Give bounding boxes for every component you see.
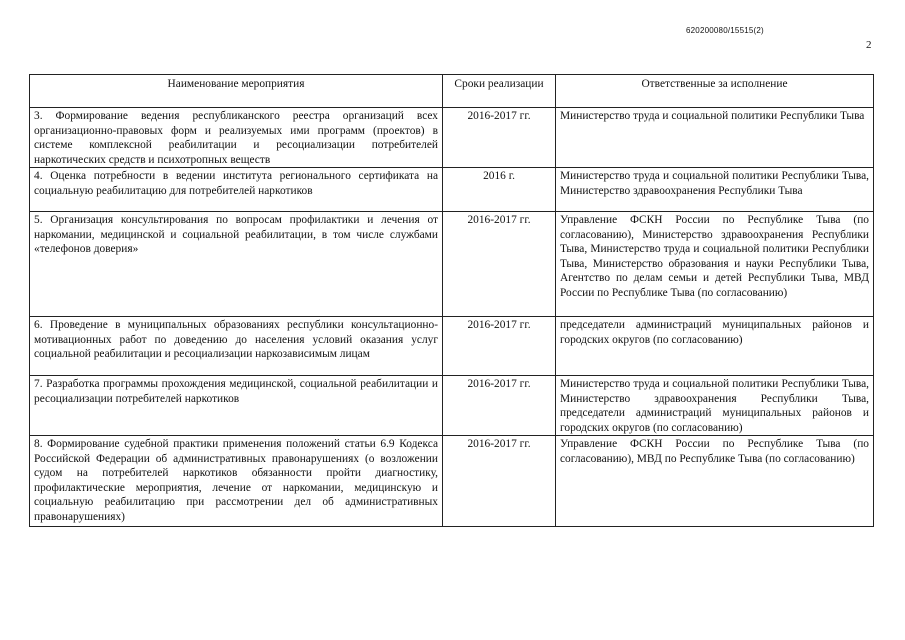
activity-cell: 7. Разработка программы прохождения медицинской, социальной реабилитации и ресоциализации потребителей наркотиков — [30, 376, 443, 436]
responsible-cell: Управление ФСКН России по Республике Тыва (по согласованию), Министерство здравоохранения Республики Тыва, Министерство труда и социальной политики Республики Тыва, Министерство образования и науки Республики Тыва, Агентство по делам семьи и детей Республики Тыва, МВД России по Республике Тыва (по согласованию) — [556, 212, 874, 317]
table-row — [30, 168, 874, 212]
term-cell: 2016-2017 гг. — [443, 317, 556, 376]
table-row — [30, 376, 874, 436]
responsible-cell: Управление ФСКН России по Республике Тыва (по согласованию), МВД по Республике Тыва (по согласованию) — [556, 436, 874, 527]
responsible-cell: Министерство труда и социальной политики Республики Тыва, Министерство здравоохранения Республики Тыва — [556, 168, 874, 212]
term-cell: 2016-2017 гг. — [443, 108, 556, 168]
term-cell: 2016-2017 гг. — [443, 212, 556, 317]
term-cell: 2016-2017 гг. — [443, 376, 556, 436]
activity-cell: 4. Оценка потребности в ведении института регионального сертификата на социальную реабилитацию для потребителей наркотиков — [30, 168, 443, 212]
page-number: 2 — [866, 39, 872, 51]
table-row — [30, 108, 874, 168]
column-header-term: Сроки реализации — [443, 75, 556, 108]
activity-cell: 5. Организация консультирования по вопросам профилактики и лечения от наркомании, медицинской и социальной реабилитации, в том числе службами «телефонов доверия» — [30, 212, 443, 317]
table-header-row — [30, 75, 874, 108]
table-row — [30, 436, 874, 527]
document-number: 620200080/15515(2) — [686, 26, 764, 35]
term-cell: 2016-2017 гг. — [443, 436, 556, 527]
measures-table — [29, 74, 874, 527]
table-row — [30, 317, 874, 376]
activity-cell: 6. Проведение в муниципальных образованиях республики консультационно-мотивационных работ по доведению до населения условий оказания услуг социальной реабилитации и ресоциализации наркозависимым лицам — [30, 317, 443, 376]
responsible-cell: Министерство труда и социальной политики Республики Тыва, Министерство здравоохранения Республики Тыва, председатели администраций муниципальных районов и городских округов (по согласованию) — [556, 376, 874, 436]
column-header-activity: Наименование мероприятия — [30, 75, 443, 108]
column-header-responsible: Ответственные за исполнение — [556, 75, 874, 108]
term-cell: 2016 г. — [443, 168, 556, 212]
responsible-cell: Министерство труда и социальной политики Республики Тыва — [556, 108, 874, 168]
responsible-cell: председатели администраций муниципальных районов и городских округов (по согласованию) — [556, 317, 874, 376]
activity-cell: 3. Формирование ведения республиканского реестра организаций всех организационно-правовых форм и реализуемых ими программ (проектов) в системе комплексной реабилитации и ресоциализации потребителей наркотических средств и психотропных веществ — [30, 108, 443, 168]
activity-cell: 8. Формирование судебной практики применения положений статьи 6.9 Кодекса Российской Федерации об административных правонарушениях (о возложении судом на потребителей наркотиков обязанности пройти диагностику, профилактические мероприятия, лечение от наркомании, медицинскую и социальную реабилитацию при рассмотрении дел об административных правонарушениях) — [30, 436, 443, 527]
table-row — [30, 212, 874, 317]
